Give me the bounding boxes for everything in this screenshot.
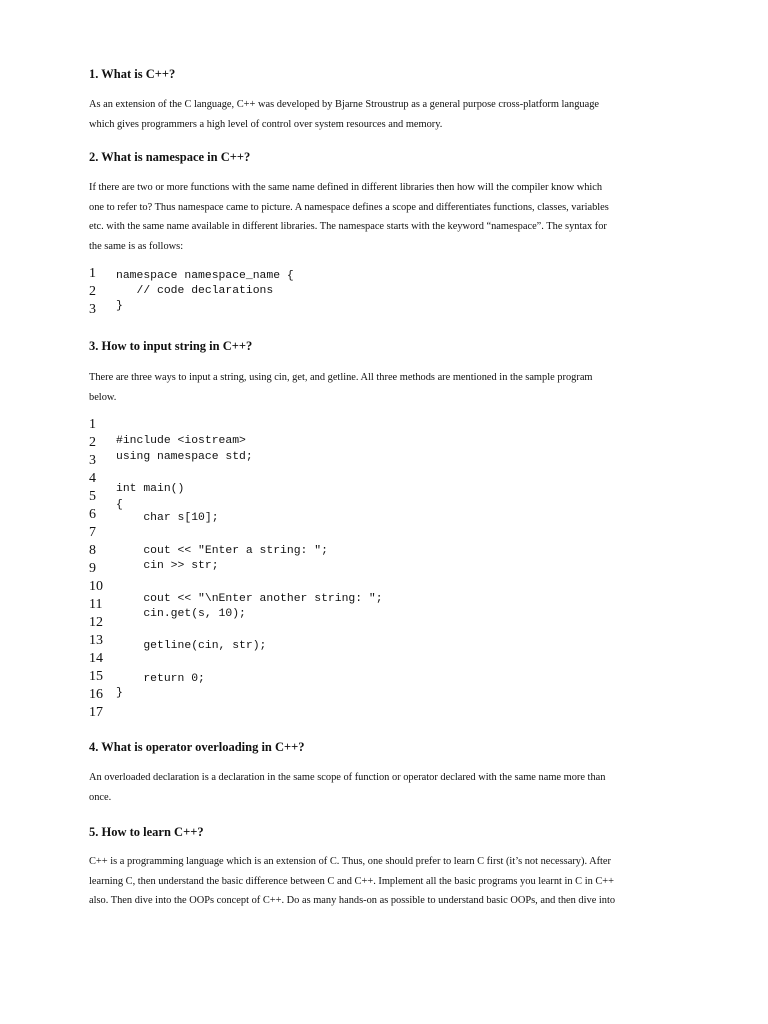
code-line: // code declarations: [116, 285, 274, 297]
line-number: 4: [89, 471, 96, 486]
paragraph-line: the same is as follows:: [89, 240, 184, 252]
paragraph-operator-overloading: [89, 768, 689, 807]
heading-operator-overloading: 4. What is operator overloading in C++?: [89, 740, 305, 754]
line-number: 10: [89, 579, 103, 594]
line-number: 11: [89, 597, 103, 612]
line-number: 1: [89, 266, 96, 281]
paragraph-line: As an extension of the C language, C++ was developed by Bjarne Stroustrup as a general purpose cross-platform language: [89, 99, 600, 110]
line-number: 9: [89, 561, 96, 576]
code-line: using namespace std;: [116, 451, 253, 463]
code-line: return 0;: [116, 673, 205, 685]
line-number: 8: [89, 543, 96, 558]
paragraph-how-to-learn: [89, 852, 689, 911]
code-line: namespace namespace_name {: [116, 270, 294, 282]
paragraph-line: one to refer to? Thus namespace came to picture. A namespace defines a scope and differentiates functions, classes, variables: [89, 201, 609, 213]
paragraph-line: There are three ways to input a string, using cin, get, and getline. All three methods are mentioned in the sample program: [89, 372, 593, 383]
code-line: int main(): [116, 483, 185, 495]
line-number: 3: [89, 302, 96, 317]
line-number: 16: [89, 687, 103, 702]
line-number: 7: [89, 525, 96, 540]
paragraph-what-is-cpp: [89, 95, 689, 134]
code-line: }: [116, 300, 123, 312]
line-number: 3: [89, 453, 96, 468]
line-number: 2: [89, 284, 96, 299]
paragraph-line: once.: [89, 791, 112, 803]
heading-how-to-learn: 5. How to learn C++?: [89, 825, 204, 839]
line-number: 5: [89, 489, 96, 504]
code-line: #include <iostream>: [116, 435, 246, 447]
paragraph-line: etc. with the same name available in different libraries. The namespace starts with the keyword “namespace”. The syntax for: [89, 221, 607, 232]
heading-what-is-cpp: 1. What is C++?: [89, 67, 176, 81]
paragraph-line: also. Then dive into the OOPs concept of C++. Do as many hands-on as possible to understand basic OOPs, and then dive into: [89, 895, 616, 906]
paragraph-line: An overloaded declaration is a declaration in the same scope of function or operator declared with the same name more than: [89, 772, 606, 783]
code-line: {: [116, 499, 123, 511]
code-line: }: [116, 687, 123, 699]
line-number: 2: [89, 435, 96, 450]
paragraph-line: learning C, then understand the basic difference between C and C++. Implement all the basic programs you learnt in C in C++: [89, 875, 615, 887]
heading-input-string: 3. How to input string in C++?: [89, 339, 253, 353]
code-line: getline(cin, str);: [116, 640, 267, 652]
paragraph-line: If there are two or more functions with the same name defined in different libraries then how will the compiler know which: [89, 182, 603, 193]
code-line: char s[10];: [116, 512, 219, 524]
paragraph-line: C++ is a programming language which is an extension of C. Thus, one should prefer to learn C first (it’s not necessary). After: [89, 856, 611, 867]
code-line: cout << "Enter a string: ";: [116, 545, 328, 557]
line-number: 13: [89, 633, 103, 648]
code-line: cout << "\nEnter another string: ";: [116, 593, 383, 605]
line-number: 12: [89, 615, 103, 630]
line-number: 15: [89, 669, 103, 684]
heading-namespace: 2. What is namespace in C++?: [89, 150, 251, 164]
line-number: 17: [89, 705, 103, 720]
paragraph-input-string: [89, 368, 689, 407]
line-number: 14: [89, 651, 103, 666]
code-line: cin >> str;: [116, 560, 219, 572]
paragraph-line: below.: [89, 391, 117, 403]
line-number: 1: [89, 417, 96, 432]
paragraph-namespace: [89, 178, 689, 256]
paragraph-line: which gives programmers a high level of control over system resources and memory.: [89, 118, 443, 130]
code-line: cin.get(s, 10);: [116, 608, 246, 620]
line-number: 6: [89, 507, 96, 522]
